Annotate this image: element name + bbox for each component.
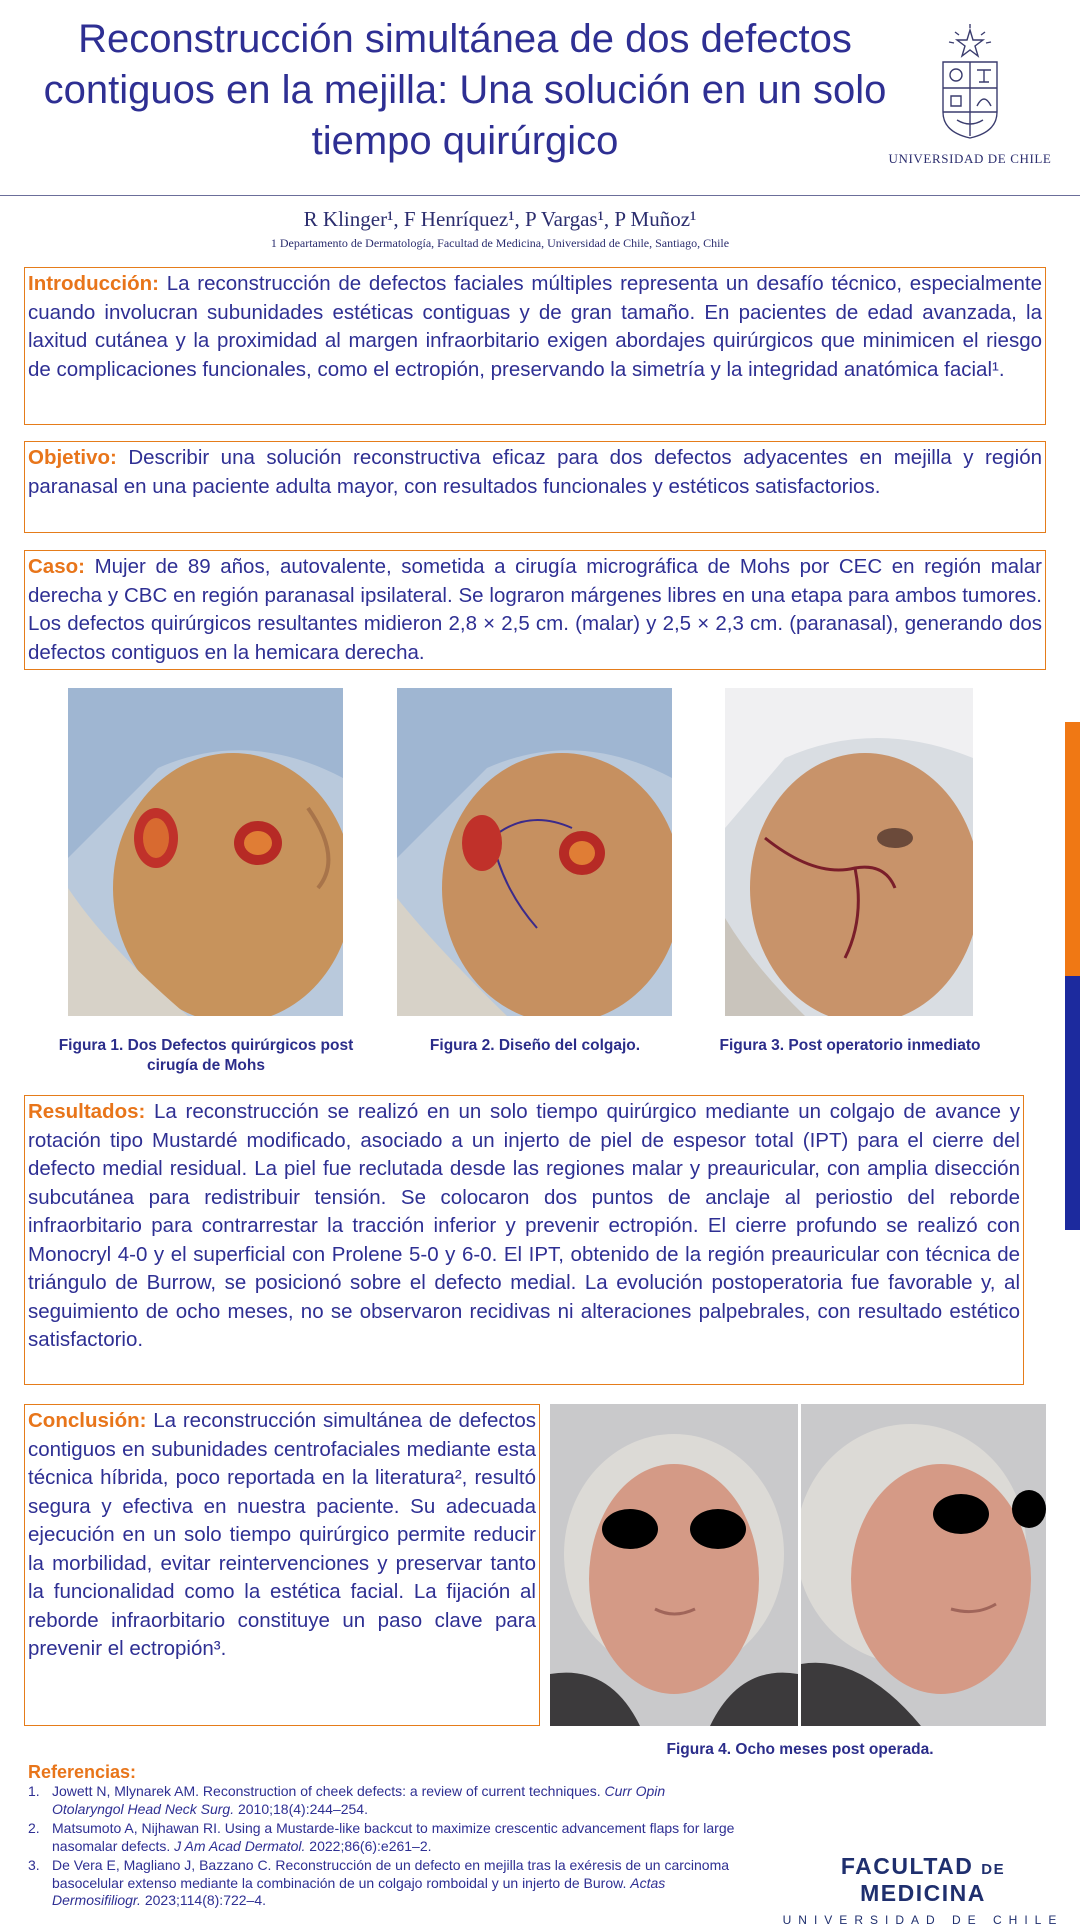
section-label: Caso: xyxy=(28,555,85,578)
section-text: La reconstrucción simultánea de defectos contiguos en subunidades centrofaciales mediante esta técnica híbrida, poco reportada en la literatura², resultó segura y efectiva en nuestra paciente. Su adecuada ejecución en un solo tiempo quirúrgico permite reducir la morbilidad, evitar reintervenciones y preservar tanto la funcionalidad como la estética facial. La fijación al reborde infraorbitario constituye un paso clave para prevenir el ectropión³. xyxy=(28,1409,536,1660)
side-accent-blue xyxy=(1065,976,1080,1230)
poster-title: Reconstrucción simultánea de dos defectos contiguos en la mejilla: Una solución en un solo tiempo quirúrgico xyxy=(43,17,887,163)
figure-1-caption: Figura 1. Dos Defectos quirúrgicos post cirugía de Mohs xyxy=(58,1037,354,1074)
section-label: Resultados: xyxy=(28,1100,146,1123)
universidad-de-chile-logo xyxy=(880,24,1060,174)
section-label: Objetivo: xyxy=(28,446,117,469)
section-resultados xyxy=(24,1095,1024,1385)
section-text: Mujer de 89 años, autovalente, sometida a cirugía micrográfica de Mohs por CEC en región malar derecha y CBC en región paranasal ipsilateral. Se lograron márgenes libres en una etapa para ambos tumores. Los defectos quirúrgicos resultantes midieron 2,8 × 2,5 cm. (malar) y 2,5 × 2,3 cm. (paranasal), generando dos defectos contiguos en la hemicara derecha. xyxy=(28,555,1042,664)
references-title: Referencias: xyxy=(28,1762,137,1782)
section-text: Describir una solución reconstructiva eficaz para dos defectos adyacentes en mejilla y región paranasal en una paciente adulta mayor, con resultados funcionales y estéticos satisfactorios. xyxy=(28,446,1042,498)
section-caso xyxy=(24,550,1046,670)
header-divider xyxy=(0,195,1080,196)
reference-item: 3. De Vera E, Magliano J, Bazzano C. Reconstrucción de un defecto en mejilla tras la exéresis de un carcinoma basocelular extenso mediante la combinación de un colgajo romboidal y un injerto de Burow. Actas Dermosifiliogr. 2023;114(8):722–4. xyxy=(28,1857,730,1908)
figure-3-photo xyxy=(725,688,973,1016)
authors: R Klinger¹, F Henríquez¹, P Vargas¹, P Muñoz¹ xyxy=(303,207,697,231)
university-seal-icon xyxy=(935,24,1005,142)
figure-4-caption: Figura 4. Ocho meses post operada. xyxy=(666,1741,934,1758)
university-name: UNIVERSIDAD DE CHILE xyxy=(888,151,1052,166)
side-accent-orange xyxy=(1065,722,1080,976)
faculty-university: UNIVERSIDAD DE CHILE xyxy=(782,1913,1064,1927)
figure-1-photo xyxy=(68,688,343,1016)
figure-4-photo-front xyxy=(550,1404,798,1726)
reference-item: 2. Matsumoto A, Nijhawan RI. Using a Mustarde-like backcut to maximize crescentic advancement flaps for large nasomalar defects. J Am Acad Dermatol. 2022;86(6):e261–2. xyxy=(28,1820,735,1854)
figure-2-photo xyxy=(397,688,672,1016)
figure-4-photo-side xyxy=(801,1404,1046,1726)
figure-3-caption: Figura 3. Post operatorio inmediato xyxy=(719,1037,981,1054)
section-conclusion xyxy=(24,1404,540,1726)
section-objetivo xyxy=(24,441,1046,533)
affiliation: 1 Departamento de Dermatología, Facultad de Medicina, Universidad de Chile, Santiago, Chile xyxy=(270,236,730,250)
section-text: La reconstrucción de defectos faciales múltiples representa un desafío técnico, especialmente cuando involucran subunidades estéticas contiguas y de gran tamaño. En pacientes de edad avanzada, la laxitud cutánea y la proximidad al margen infraorbitario exigen abordajes quirúrgicos que minimicen el riesgo de complicaciones funcionales, como el ectropión, preservando la simetría y la integridad anatómica facial¹. xyxy=(28,272,1042,381)
faculty-name: FACULTAD DE MEDICINA xyxy=(840,1853,1006,1906)
section-text: La reconstrucción se realizó en un solo tiempo quirúrgico mediante un colgajo de avance y rotación tipo Mustardé modificado, asociado a un injerto de piel de espesor total (IPT) para el cierre del defecto medial residual. La piel fue reclutada desde las regiones malar y preauricular, con amplia disección subcutánea para redistribuir tensión. Se colocaron dos puntos de anclaje al periostio del reborde infraorbitario para contrarrestar la tracción inferior y prevenir ectropión. El cierre profundo se realizó con Monocryl 4-0 y el superficial con Prolene 5-0 y 6-0. El IPT, obtenido de la región preauricular con técnica de triángulo de Burrow, se posicionó sobre el defecto medial. La evolución postoperatoria fue favorable y, al seguimiento de ocho meses, no se observaron recidivas ni alteraciones palpebrales, con resultado estético satisfactorio. xyxy=(28,1100,1020,1351)
section-label: Introducción: xyxy=(28,272,159,295)
section-label: Conclusión: xyxy=(28,1409,147,1432)
facultad-de-medicina-logo xyxy=(778,1853,1068,1927)
reference-item: 1. Jowett N, Mlynarek AM. Reconstruction of cheek defects: a review of current techniques. Curr Opin Otolaryngol Head Neck Surg. 2010;18(4):244–254. xyxy=(28,1783,666,1817)
references-list xyxy=(28,1783,738,1912)
section-introduccion xyxy=(24,267,1046,425)
figure-2-caption: Figura 2. Diseño del colgajo. xyxy=(429,1037,641,1054)
